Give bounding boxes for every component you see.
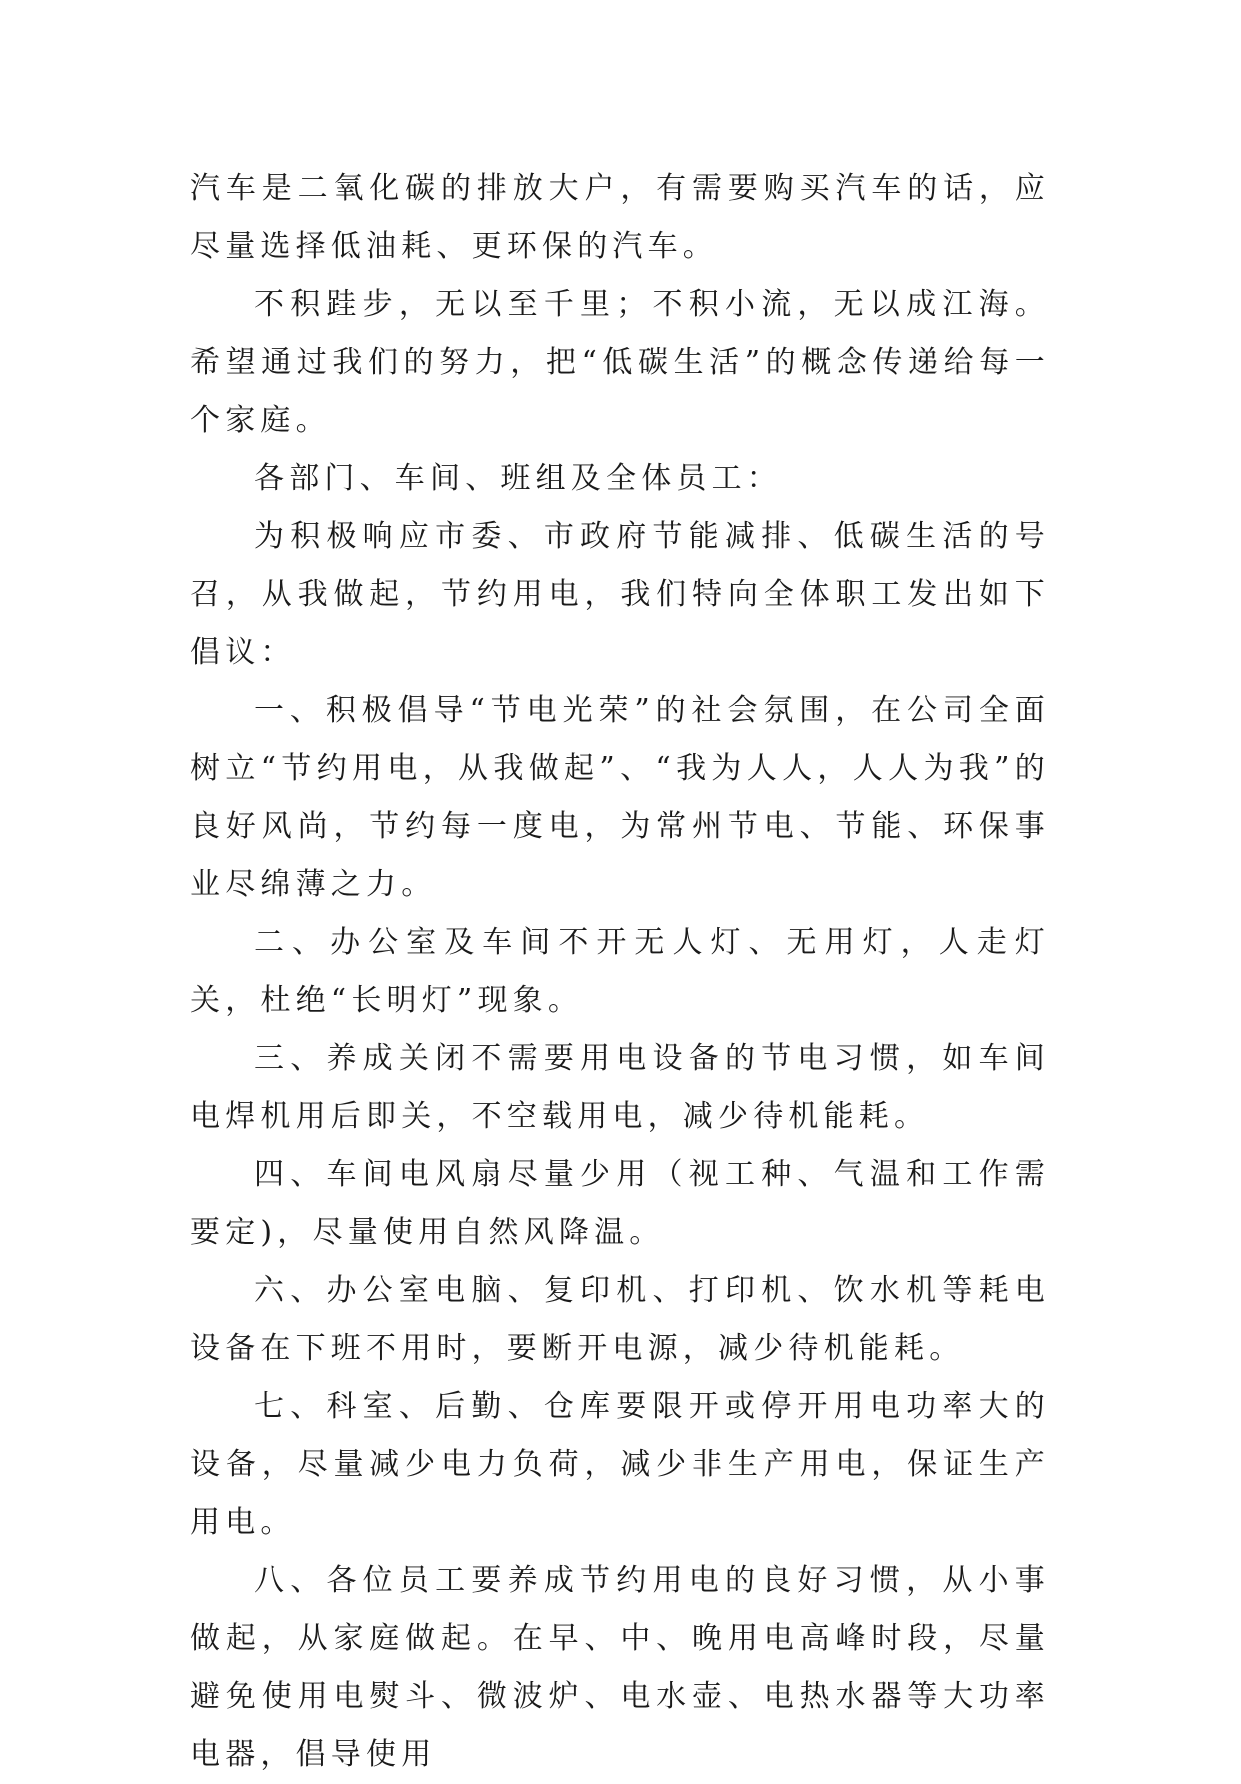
paragraph-item-6: 六、办公室电脑、复印机、打印机、饮水机等耗电设备在下班不用时，要断开电源，减少待机能耗。: [190, 1273, 1050, 1366]
paragraph-salutation: 各部门、车间、班组及全体员工：: [254, 461, 782, 496]
paragraph-item-8: 八、各位员工要养成节约用电的良好习惯，从小事做起，从家庭做起。在早、中、晚用电高峰时段，尽量避免使用电熨斗、微波炉、电水壶、电热水器等大功率电器，倡导使用: [190, 1563, 1050, 1772]
paragraph-item-3: 三、养成关闭不需要用电设备的节电习惯，如车间电焊机用后即关，不空载用电，减少待机能耗。: [190, 1041, 1050, 1134]
paragraph-item-1: 一、积极倡导“节电光荣”的社会氛围，在公司全面树立“节约用电，从我做起”、“我为人人，人人为我”的良好风尚，节约每一度电，为常州节电、节能、环保事业尽绵薄之力。: [190, 693, 1050, 902]
paragraph-car-emissions: 汽车是二氧化碳的排放大户，有需要购买汽车的话，应尽量选择低油耗、更环保的汽车。: [190, 171, 1050, 264]
paragraph-item-2: 二、办公室及车间不开无人灯、无用灯，人走灯关，杜绝“长明灯”现象。: [190, 925, 1050, 1018]
paragraph-item-7: 七、科室、后勤、仓库要限开或停开用电功率大的设备，尽量减少电力负荷，减少非生产用电，保证生产用电。: [190, 1389, 1050, 1540]
document-body: [190, 160, 1050, 1784]
paragraph-proverb: 不积跬步，无以至千里；不积小流，无以成江海。希望通过我们的努力，把“低碳生活”的概念传递给每一个家庭。: [190, 287, 1050, 438]
paragraph-item-4: 四、车间电风扇尽量少用（视工种、气温和工作需要定)，尽量使用自然风降温。: [190, 1157, 1050, 1250]
paragraph-intro: 为积极响应市委、市政府节能减排、低碳生活的号召，从我做起，节约用电，我们特向全体职工发出如下倡议：: [190, 519, 1050, 670]
